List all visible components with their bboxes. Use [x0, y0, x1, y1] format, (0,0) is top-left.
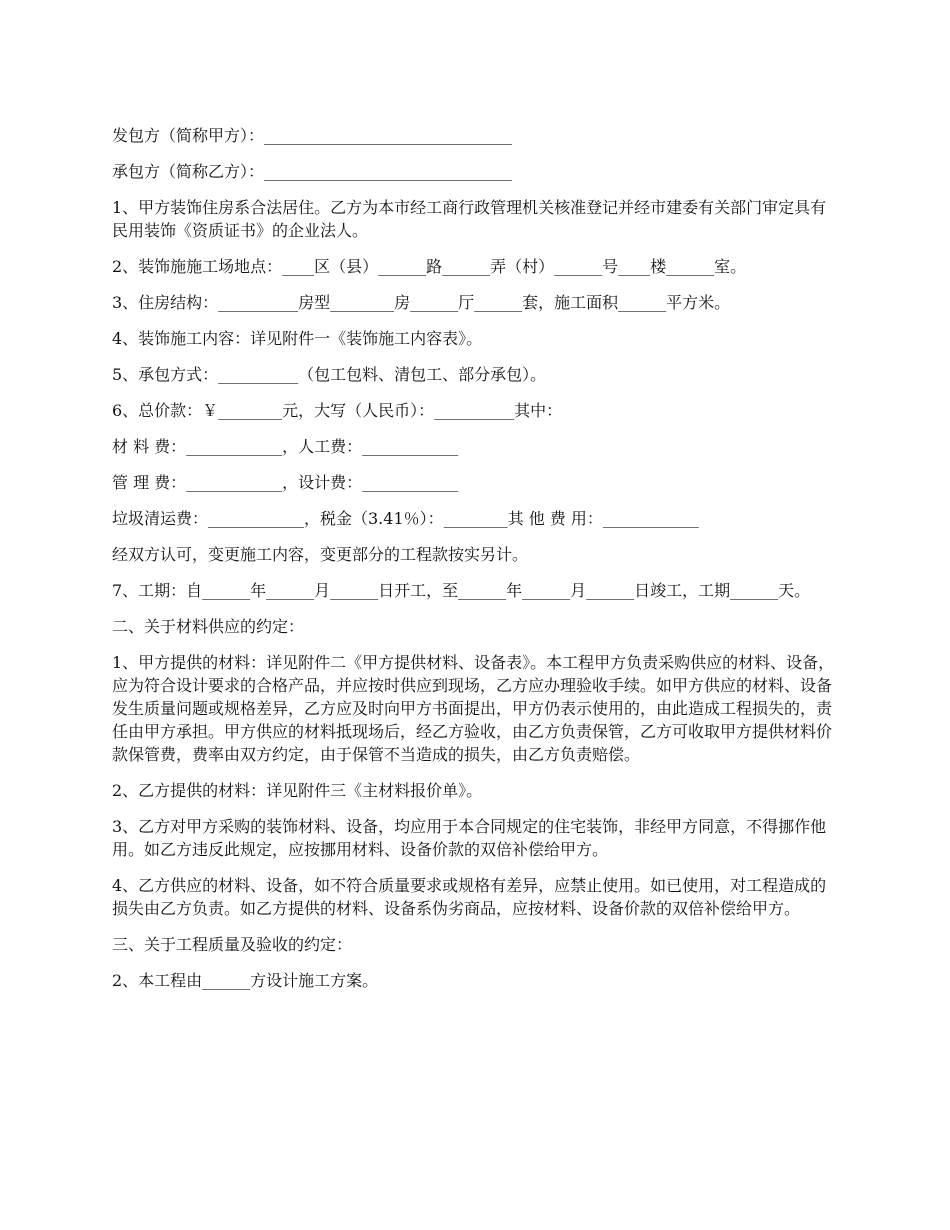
document-page — [112, 124, 842, 1005]
material-clause-4: 4、乙方供应的材料、设备，如不符合质量要求或规格有差异，应禁止使用。如已使用，对工程造成的损失由乙方负责。如乙方提供的材料、设备系伪劣商品，应按材料、设备价款的双倍补偿给甲方。 — [112, 876, 827, 918]
clause-1-residence: 1、甲方装饰住房系合法居住。乙方为本市经工商行政管理机关核准登记并经市建委有关部门审定具有民用装饰《资质证书》的企业法人。 — [112, 198, 827, 240]
section-3-heading: 三、关于工程质量及验收的约定： — [112, 935, 353, 954]
cost-waste-tax-other: 垃圾清运费：____________，税金（3.41％）：________其 他 费 用：____________ — [112, 509, 699, 528]
cost-materials-labor: 材 料 费：____________，人工费：____________ — [112, 437, 459, 456]
material-clause-2: 2、乙方提供的材料：详见附件三《主材料报价单》。 — [112, 781, 483, 800]
cost-management-design: 管 理 费：____________，设计费：____________ — [112, 473, 459, 492]
clause-3-structure: 3、住房结构：__________房型________房______厅______套，施工面积______平方米。 — [112, 293, 731, 312]
clause-5-contract-mode: 5、承包方式：__________（包工包料、清包工、部分承包）。 — [112, 365, 547, 384]
clause-4-content: 4、装饰施工内容：详见附件一《装饰施工内容表》。 — [112, 329, 483, 348]
party-a-line: 发包方（简称甲方）：_______________________________ — [112, 126, 513, 145]
clause-7-schedule: 7、工期：自______年______月______日开工，至______年______月______日竣工，工期______天。 — [112, 581, 811, 600]
section-2-heading: 二、关于材料供应的约定： — [112, 617, 305, 636]
clause-2-site-address: 2、装饰施施工场地点：____区（县）______路______弄（村）______号____楼______室。 — [112, 257, 747, 276]
change-note: 经双方认可，变更施工内容，变更部分的工程款按实另计。 — [112, 545, 529, 564]
quality-clause-2: 2、本工程由______方设计施工方案。 — [112, 971, 379, 990]
material-clause-1: 1、甲方提供的材料：详见附件二《甲方提供材料、设备表》。本工程甲方负责采购供应的材料、设备，应为符合设计要求的合格产品，并应按时供应到现场，乙方应办理验收手续。如甲方供应的材料、设备发生质量问题或规格差异，乙方应及时向甲方书面提出，甲方仍表示使用的，由此造成工程损失的，责任由甲方承担。甲方供应的材料抵现场后，经乙方验收，由乙方负责保管，乙方可收取甲方提供材料价款保管费，费率由双方约定，由于保管不当造成的损失，由乙方负责赔偿。 — [112, 653, 835, 764]
material-clause-3: 3、乙方对甲方采购的装饰材料、设备，均应用于本合同规定的住宅装饰，非经甲方同意，不得挪作他用。如乙方违反此规定，应按挪用材料、设备价款的双倍补偿给甲方。 — [112, 817, 827, 859]
party-b-line: 承包方（简称乙方）：_______________________________ — [112, 162, 513, 181]
clause-6-total-price: 6、总价款：￥________元，大写（人民币）：__________其中： — [112, 401, 563, 420]
